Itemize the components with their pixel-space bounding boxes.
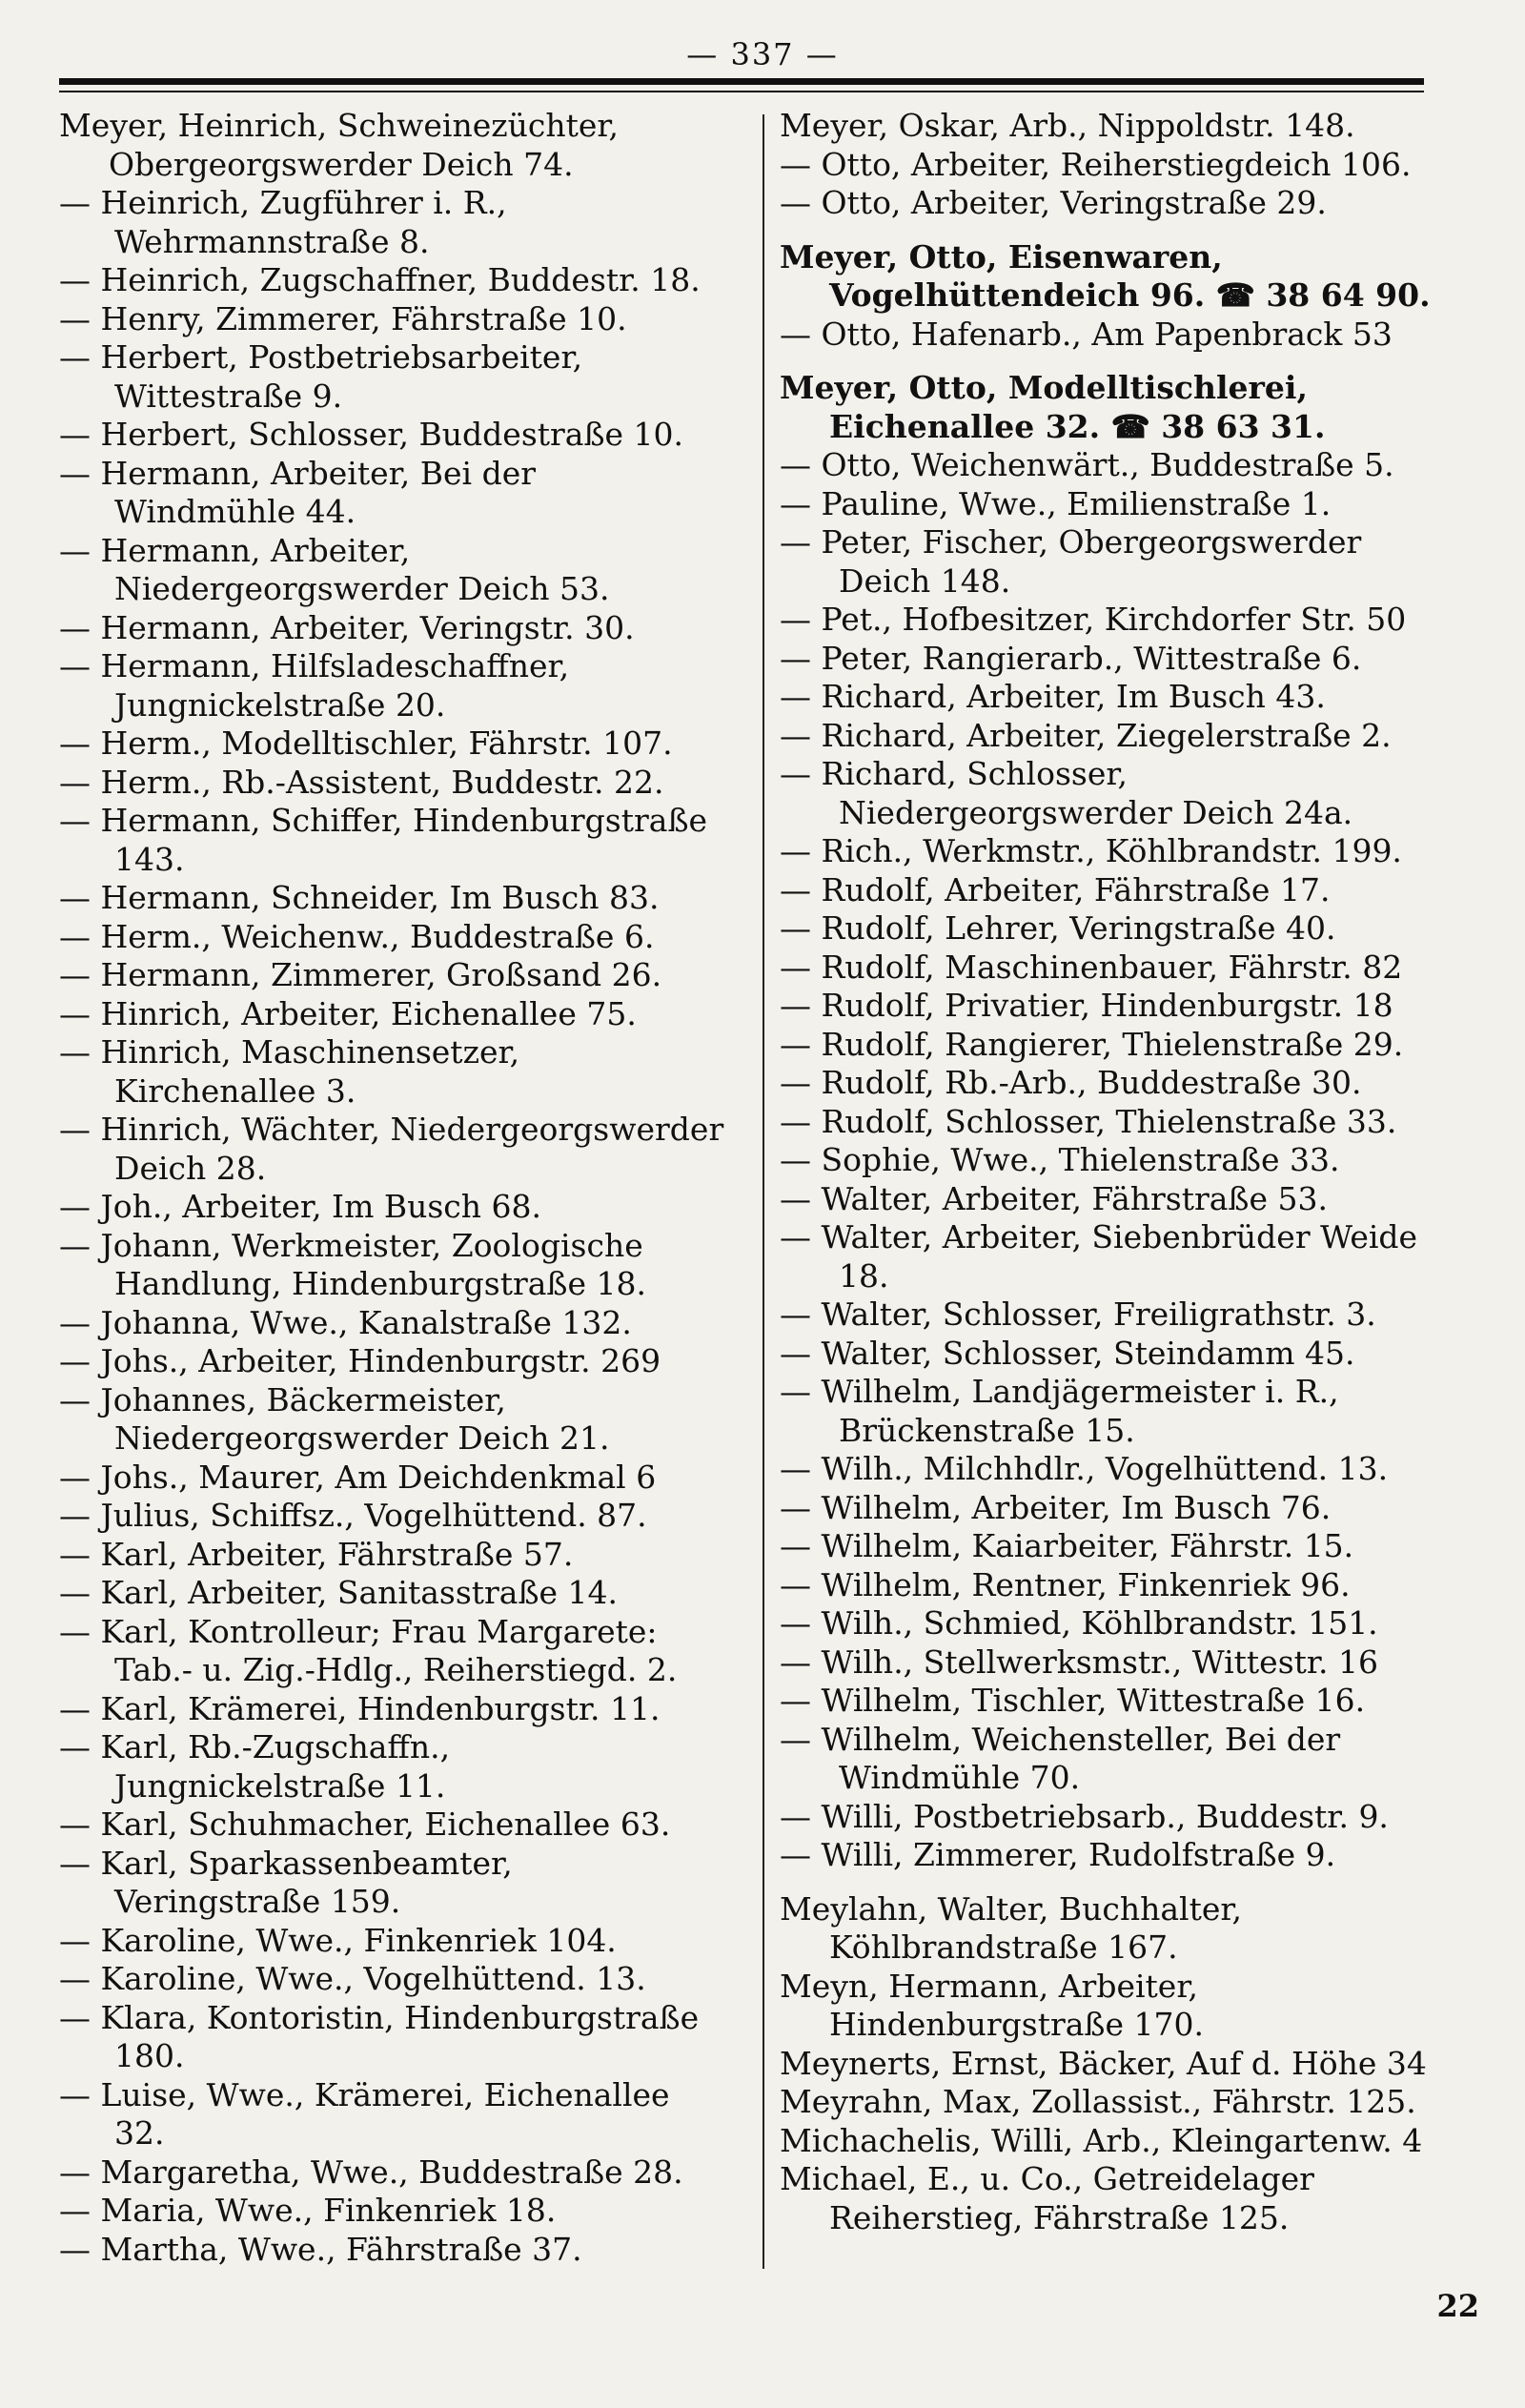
directory-entry: — Walter, Arbeiter, Siebenbrüder Weide 18. xyxy=(780,1218,1418,1295)
directory-entry: — Martha, Wwe., Fährstraße 37. xyxy=(59,2230,582,2268)
directory-entry: — Klara, Kontoristin, Hindenburgstraße 180. xyxy=(59,1998,700,2074)
directory-entry: Michael, E., u. Co., Getreidelager Reiherstieg, Fährstraße 125. xyxy=(780,2160,1314,2236)
right-column xyxy=(780,107,1456,2237)
directory-entry: — Hermann, Arbeiter, Niedergeorgswerder Deich 53. xyxy=(59,531,610,607)
directory-entry: — Hinrich, Wächter, Niedergeorgswerder Deich 28. xyxy=(59,1111,724,1187)
directory-entry: — Herbert, Schlosser, Buddestraße 10. xyxy=(59,416,684,453)
directory-entry: — Hermann, Arbeiter, Bei der Windmühle 44. xyxy=(59,454,537,530)
directory-entry: — Otto, Arbeiter, Veringstraße 29. xyxy=(780,184,1327,221)
directory-entry: — Rudolf, Maschinenbauer, Fährstr. 82 xyxy=(780,948,1403,986)
directory-entry: — Richard, Arbeiter, Im Busch 43. xyxy=(780,678,1326,715)
directory-entry: Meylahn, Walter, Buchhalter, Köhlbrandstraße 167. xyxy=(780,1889,1243,1966)
header-rule-thin xyxy=(59,91,1424,92)
directory-entry: — Willi, Postbetriebsarb., Buddestr. 9. xyxy=(780,1797,1389,1835)
directory-entry: — Johannes, Bäckermeister, Niedergeorgswerder Deich 21. xyxy=(59,1380,610,1457)
entry-gap xyxy=(780,354,1456,369)
directory-entry: — Walter, Arbeiter, Fährstraße 53. xyxy=(780,1179,1328,1217)
directory-entry: — Walter, Schlosser, Steindamm 45. xyxy=(780,1334,1355,1372)
directory-entry: — Hermann, Arbeiter, Veringstr. 30. xyxy=(59,608,635,646)
directory-entry: Meyer, Oskar, Arb., Nippoldstr. 148. xyxy=(780,107,1355,144)
directory-entry: — Hermann, Zimmerer, Großsand 26. xyxy=(59,956,662,993)
directory-entry: — Wilhelm, Arbeiter, Im Busch 76. xyxy=(780,1488,1332,1526)
directory-entry: — Wilh., Stellwerksmstr., Wittestr. 16 xyxy=(780,1643,1379,1681)
directory-entry: — Karl, Arbeiter, Fährstraße 57. xyxy=(59,1535,574,1573)
directory-entry: — Karl, Krämerei, Hindenburgstr. 11. xyxy=(59,1689,661,1727)
directory-entry: — Karl, Rb.-Zugschaffn., Jungnickelstraße 11. xyxy=(59,1728,451,1805)
directory-entry: — Heinrich, Zugführer i. R., Wehrmannstraße 8. xyxy=(59,184,507,260)
directory-entry: — Johs., Maurer, Am Deichdenkmal 6 xyxy=(59,1458,657,1496)
directory-entry: — Herbert, Postbetriebsarbeiter, Wittestraße 9. xyxy=(59,338,583,415)
directory-entry: — Heinrich, Zugschaffner, Buddestr. 18. xyxy=(59,261,701,298)
column-divider xyxy=(762,114,764,2269)
directory-entry: — Peter, Fischer, Obergeorgswerder Deich 148. xyxy=(780,523,1362,600)
header-rule xyxy=(59,78,1424,85)
directory-entry: — Rudolf, Schlosser, Thielenstraße 33. xyxy=(780,1102,1397,1140)
directory-entry: — Hermann, Hilfsladeschaffner, Jungnickelstraße 20. xyxy=(59,647,570,724)
directory-entry: — Pauline, Wwe., Emilienstraße 1. xyxy=(780,484,1332,522)
directory-entry: — Richard, Arbeiter, Ziegelerstraße 2. xyxy=(780,716,1392,754)
directory-entry: — Joh., Arbeiter, Im Busch 68. xyxy=(59,1188,542,1225)
directory-entry: — Herm., Weichenw., Buddestraße 6. xyxy=(59,917,655,955)
directory-entry: Meyrahn, Max, Zollassist., Fährstr. 125. xyxy=(780,2083,1416,2120)
directory-entry: — Hinrich, Maschinensetzer, Kirchenallee 3. xyxy=(59,1033,520,1110)
directory-entry: — Walter, Schlosser, Freiligrathstr. 3. xyxy=(780,1296,1376,1333)
directory-entry: — Otto, Hafenarb., Am Papenbrack 53 xyxy=(780,315,1393,353)
directory-entry: Meyer, Otto, Modelltischlerei, Eichenallee 32. ☎ 38 63 31. xyxy=(780,369,1326,445)
directory-entry: — Johanna, Wwe., Kanalstraße 132. xyxy=(59,1303,632,1341)
directory-entry: — Karl, Kontrolleur; Frau Margarete: Tab.- u. Zig.-Hdlg., Reiherstiegd. 2. xyxy=(59,1612,678,1688)
directory-entry: — Rudolf, Lehrer, Veringstraße 40. xyxy=(780,909,1336,947)
page-header: — 337 — xyxy=(686,36,839,72)
directory-entry: Meynerts, Ernst, Bäcker, Auf d. Höhe 34 xyxy=(780,2044,1427,2082)
directory-entry: — Karl, Arbeiter, Sanitasstraße 14. xyxy=(59,1574,619,1611)
directory-entry: — Wilh., Schmied, Köhlbrandstr. 151. xyxy=(780,1604,1378,1642)
directory-entry: — Johs., Arbeiter, Hindenburgstr. 269 xyxy=(59,1342,661,1379)
directory-entry: — Luise, Wwe., Krämerei, Eichenallee 32. xyxy=(59,2075,670,2152)
directory-entry: — Wilhelm, Landjägermeister i. R., Brückenstraße 15. xyxy=(780,1373,1339,1449)
directory-entry: — Otto, Weichenwärt., Buddestraße 5. xyxy=(780,446,1394,483)
directory-entry: — Karoline, Wwe., Finkenriek 104. xyxy=(59,1921,617,1959)
directory-entry: — Rudolf, Privatier, Hindenburgstr. 18 xyxy=(780,987,1393,1024)
entry-gap xyxy=(780,1875,1456,1890)
directory-entry: — Herm., Rb.-Assistent, Buddestr. 22. xyxy=(59,763,664,801)
directory-entry: — Hermann, Schiffer, Hindenburgstraße 143. xyxy=(59,802,708,878)
directory-entry: — Karoline, Wwe., Vogelhüttend. 13. xyxy=(59,1960,646,1997)
directory-entry: — Johann, Werkmeister, Zoologische Handlung, Hindenburgstraße 18. xyxy=(59,1226,646,1302)
directory-entry: — Willi, Zimmerer, Rudolfstraße 9. xyxy=(780,1836,1336,1873)
directory-entry: — Richard, Schlosser, Niedergeorgswerder Deich 24a. xyxy=(780,755,1353,831)
directory-entry: — Pet., Hofbesitzer, Kirchdorfer Str. 50 xyxy=(780,601,1407,638)
directory-entry: — Rudolf, Rangierer, Thielenstraße 29. xyxy=(780,1025,1404,1063)
directory-entry: — Peter, Rangierarb., Wittestraße 6. xyxy=(780,639,1362,677)
page-footer-number: 22 xyxy=(1436,2288,1479,2324)
directory-entry: — Julius, Schiffsz., Vogelhüttend. 87. xyxy=(59,1497,647,1534)
directory-entry: — Herm., Modelltischler, Fährstr. 107. xyxy=(59,724,673,762)
left-column xyxy=(59,107,726,2269)
directory-entry: Meyn, Hermann, Arbeiter, Hindenburgstraße 170. xyxy=(780,1967,1204,2043)
directory-entry: — Wilh., Milchhdlr., Vogelhüttend. 13. xyxy=(780,1450,1389,1487)
directory-entry: — Hermann, Schneider, Im Busch 83. xyxy=(59,879,660,916)
directory-entry: — Rudolf, Rb.-Arb., Buddestraße 30. xyxy=(780,1064,1362,1101)
directory-entry: Meyer, Otto, Eisenwaren, Vogelhüttendeich 96. ☎ 38 64 90. xyxy=(780,237,1431,314)
directory-entry: Meyer, Heinrich, Schweinezüchter, Obergeorgswerder Deich 74. xyxy=(59,107,620,183)
directory-entry: — Maria, Wwe., Finkenriek 18. xyxy=(59,2192,557,2229)
directory-entry: — Wilhelm, Tischler, Wittestraße 16. xyxy=(780,1682,1366,1719)
directory-entry: — Rudolf, Arbeiter, Fährstraße 17. xyxy=(780,870,1331,908)
directory-entry: — Wilhelm, Kaiarbeiter, Fährstr. 15. xyxy=(780,1527,1354,1564)
directory-entry: — Margaretha, Wwe., Buddestraße 28. xyxy=(59,2153,683,2191)
directory-entry: — Sophie, Wwe., Thielenstraße 33. xyxy=(780,1141,1340,1178)
directory-entry: — Karl, Sparkassenbeamter, Veringstraße 159. xyxy=(59,1844,513,1920)
directory-entry: — Rich., Werkmstr., Köhlbrandstr. 199. xyxy=(780,832,1402,869)
directory-entry: — Otto, Arbeiter, Reiherstiegdeich 106. xyxy=(780,145,1412,183)
directory-entry: — Henry, Zimmerer, Fährstraße 10. xyxy=(59,299,627,337)
directory-entry: Michachelis, Willi, Arb., Kleingartenw. 4 xyxy=(780,2121,1423,2159)
directory-entry: — Wilhelm, Weichensteller, Bei der Windmühle 70. xyxy=(780,1720,1341,1796)
directory-entry: — Hinrich, Arbeiter, Eichenallee 75. xyxy=(59,994,637,1032)
directory-entry: — Wilhelm, Rentner, Finkenriek 96. xyxy=(780,1565,1351,1603)
directory-entry: — Karl, Schuhmacher, Eichenallee 63. xyxy=(59,1806,671,1843)
entry-gap xyxy=(780,223,1456,238)
